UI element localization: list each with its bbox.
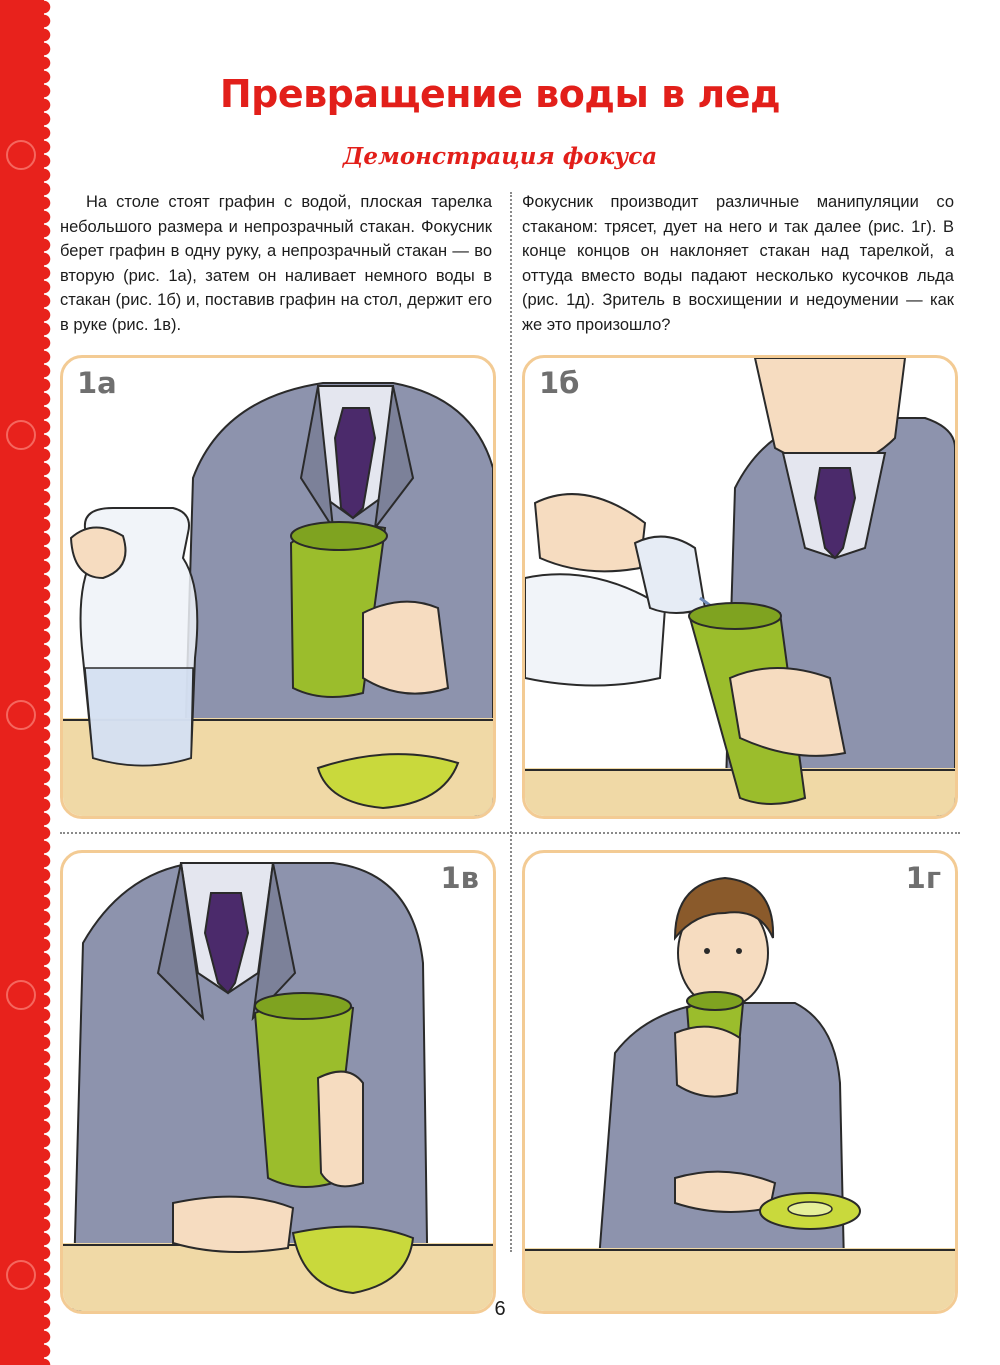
page-title: Превращение воды в лед [219, 72, 781, 116]
panel-label: 1в [440, 861, 479, 895]
illustration-panel-1b [522, 355, 958, 819]
intro-paragraph-right: Фокусник производит различные манипуляции со стаканом: трясет, дует на него и так далее (рис. 1г). В конце концов он наклоняет стакан над тарелкой, а оттуда вместо воды падают несколько кусочков льда (рис. 1д). Зритель в восхищении и недоумении — как же это произошло? [522, 193, 954, 334]
magician-holding-glass-illustration [63, 853, 493, 1311]
swirl-ornament [6, 420, 36, 450]
panel-label: 1б [539, 366, 580, 400]
row-divider [60, 832, 960, 834]
page-number: 6 [494, 1298, 506, 1320]
magician-holding-carafe-illustration [63, 358, 493, 816]
swirl-ornament [6, 700, 36, 730]
magician-pouring-water-illustration [525, 358, 955, 816]
illustration-panel-1g [522, 850, 958, 1314]
illustration-panel-1v [60, 850, 496, 1314]
page-subtitle: Демонстрация фокуса [342, 143, 658, 170]
column-divider [510, 192, 512, 1252]
intro-paragraph-left: На столе стоят графин с водой, плоская тарелка небольшого размера и непрозрачный стакан. Фокусник берет графин в одну руку, а непрозрачный стакан — во вторую (рис. 1а), затем он наливает немного воды в стакан (рис. 1б) и, поставив графин на стол, держит его в руке (рис. 1в). [60, 193, 492, 334]
swirl-ornament [6, 980, 36, 1010]
panel-label: 1а [77, 366, 117, 400]
illustration-panel-1a [60, 355, 496, 819]
magician-blowing-on-glass-illustration [525, 853, 955, 1311]
decorative-side-band [0, 0, 44, 1365]
panel-label: 1г [905, 861, 941, 895]
swirl-ornament [6, 1260, 36, 1290]
